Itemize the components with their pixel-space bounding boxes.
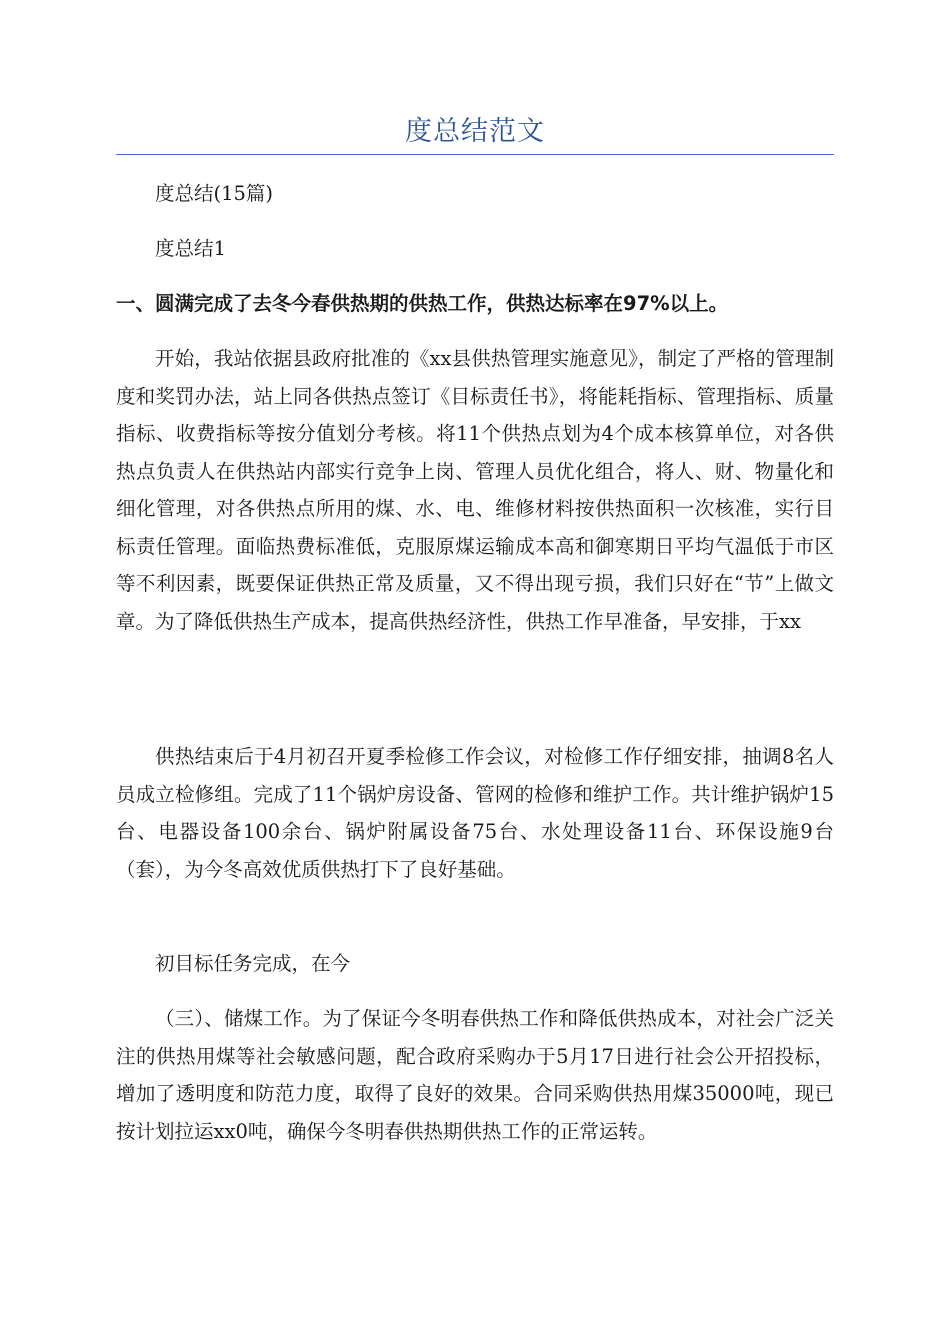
body-paragraph-4: （三）、储煤工作。为了保证今冬明春供热工作和降低供热成本，对社会广泛关注的供热用煤等社会敏感问题，配合政府采购办于5月17日进行社会公开招投标，增加了透明度和防范力度，取得了良好的效果。合同采购供热用煤35000吨，现已按计划拉运xx0吨，确保今冬明春供热期供热工作的正常运转。 xyxy=(116,1007,834,1143)
body-paragraph-3: 初目标任务完成，在今 xyxy=(155,952,351,975)
document-title: 度总结范文 xyxy=(405,116,545,147)
body-paragraph-1: 开始，我站依据县政府批准的《xx县供热管理实施意见》，制定了严格的管理制度和奖罚办法，站上同各供热点签订《目标责任书》，将能耗指标、管理指标、质量指标、收费指标等按分值划分考核。将11个供热点划为4个成本核算单位，对各供热点负责人在供热站内部实行竞争上岗、管理人员优化组合，将人、财、物量化和细化管理，对各供热点所用的煤、水、电、维修材料按供热面积一次核准，实行目标责任管理。面临热费标准低，克服原煤运输成本高和御寒期日平均气温低于市区等不利因素，既要保证供热正常及质量，又不得出现亏损，我们只好在“节”上做文章。为了降低供热生产成本，提高供热经济性，供热工作早准备，早安排，于xx xyxy=(116,347,834,633)
subtitle-line: 度总结(15篇) xyxy=(155,182,274,205)
title-underline xyxy=(116,154,834,155)
section-heading: 一、圆满完成了去冬今春供热期的供热工作，供热达标率在97%以上。 xyxy=(116,292,729,315)
section-label: 度总结1 xyxy=(155,237,226,260)
body-paragraph-2: 供热结束后于4月初召开夏季检修工作会议，对检修工作仔细安排，抽调8名人员成立检修组。完成了11个锅炉房设备、管网的检修和维护工作。共计维护锅炉15台、电器设备100余台、锅炉附属设备75台、水处理设备11台、环保设施9台（套），为今冬高效优质供热打下了良好基础。 xyxy=(116,745,834,881)
